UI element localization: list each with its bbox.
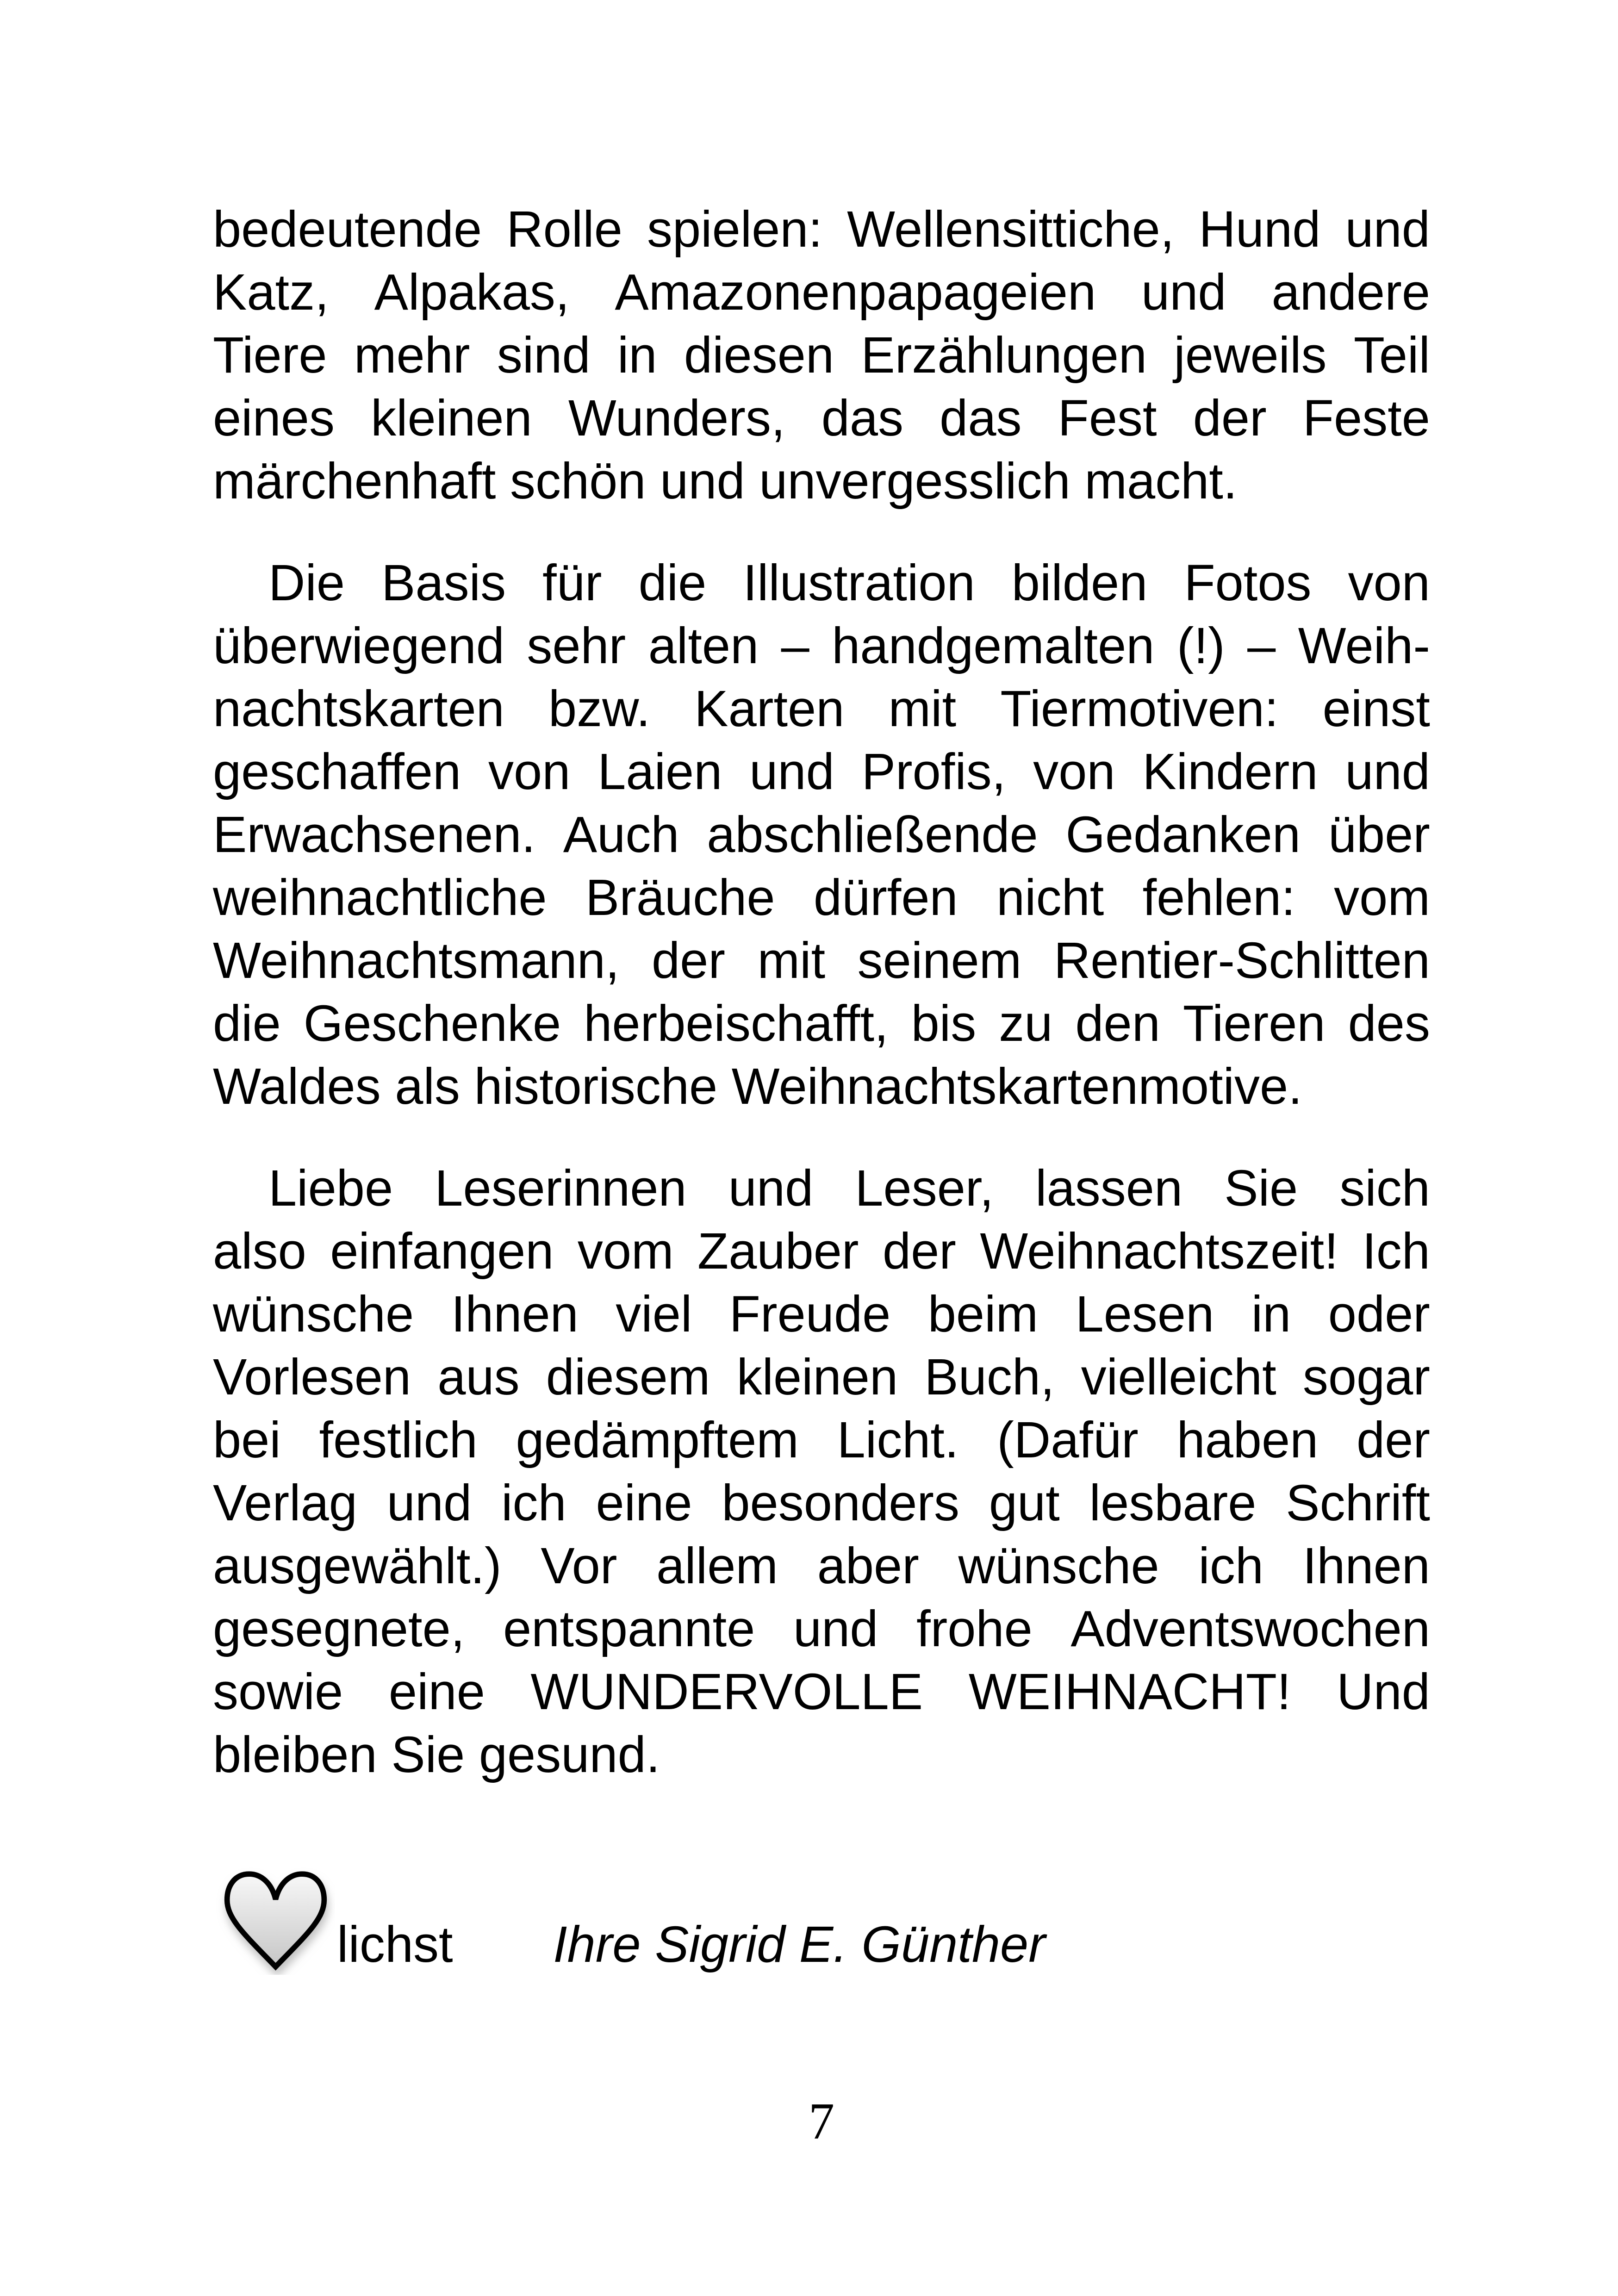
text-line: Waldes als historische Weihnachtskartenmotive. [213,1058,1302,1115]
text-line: wünsche Ihnen viel Freude beim Lesen in oder [213,1286,1430,1343]
text-line: märchenhaft schön und unvergesslich macht. [213,453,1238,510]
heart-icon [216,1867,335,1975]
text-line: ausgewählt.) Vor allem aber wünsche ich Ihnen [213,1537,1430,1594]
text-line: Weihnachtsmann, der mit seinem Rentier-Schlitten [213,932,1430,989]
text-line: Vorlesen aus diesem kleinen Buch, vielleicht sogar [213,1349,1430,1406]
body-text [213,198,1430,1786]
text-line: überwiegend sehr alten – handgemalten (!) – Weih- [213,617,1430,674]
text-line: Katz, Alpakas, Amazonenpapageien und andere [213,264,1430,321]
text-line: weihnachtliche Bräuche dürfen nicht fehlen: vom [213,869,1430,926]
text-line: Die Basis für die Illustration bilden Fotos von [268,554,1430,611]
signature-row [213,1865,1430,1976]
text-line: sowie eine WUNDERVOLLE WEIHNACHT! Und [213,1663,1430,1720]
text-line: gesegnete, entspannte und frohe Adventswochen [213,1600,1430,1657]
signature-name: Ihre Sigrid E. Günther [553,1916,1045,1973]
text-line: bei festlich gedämpftem Licht. (Dafür haben der [213,1412,1430,1468]
text-line: Verlag und ich eine besonders gut lesbare Schrift [213,1475,1430,1531]
paragraph [213,552,1430,1118]
text-line: geschaffen von Laien und Profis, von Kindern und [213,743,1430,800]
text-line: also einfangen vom Zauber der Weihnachtszeit! Ich [213,1223,1430,1280]
signature-suffix: lichst [337,1916,453,1973]
text-line: nachtskarten bzw. Karten mit Tiermotiven: einst [213,680,1430,737]
text-line: Tiere mehr sind in diesen Erzählungen jeweils Teil [213,327,1430,384]
text-line: bedeutende Rolle spielen: Wellensittiche, Hund und [213,201,1430,258]
paragraph [213,1157,1430,1786]
text-line: eines kleinen Wunders, das das Fest der Feste [213,390,1430,447]
text-line: bleiben Sie gesund. [213,1726,660,1783]
page-number: 7 [809,2093,834,2150]
text-line: Liebe Leserinnen und Leser, lassen Sie sich [268,1160,1430,1217]
text-line: Erwachsenen. Auch abschließende Gedanken über [213,806,1430,863]
text-line: die Geschenke herbeischafft, bis zu den Tieren des [213,995,1430,1052]
paragraph [213,198,1430,513]
